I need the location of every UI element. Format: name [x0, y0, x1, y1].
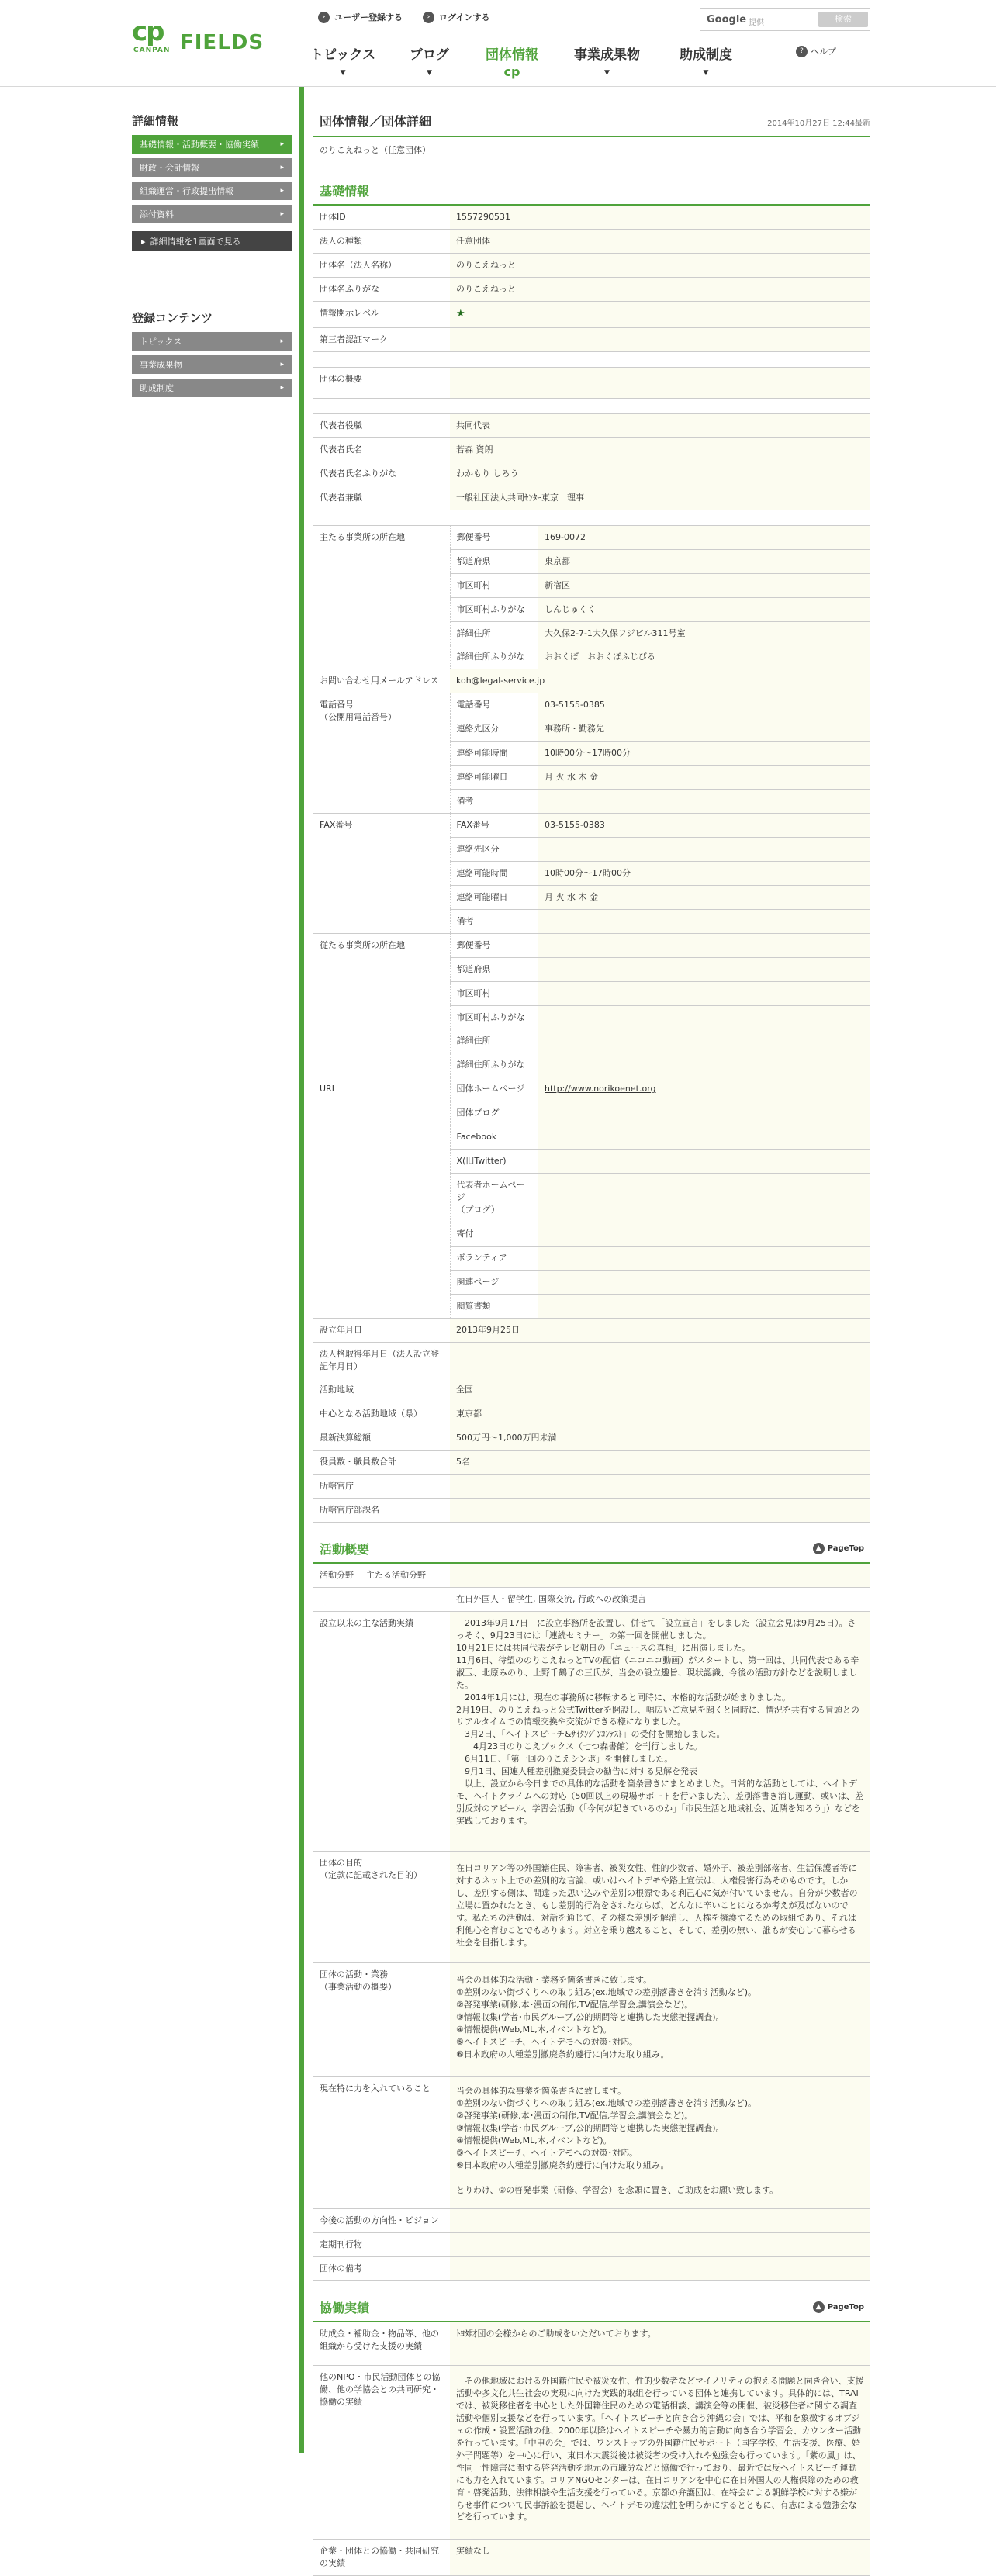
row-value: 10時00分～17時00分 — [538, 742, 870, 766]
row-subkey: Facebook — [450, 1125, 538, 1150]
arrow-up-icon: ▲ — [813, 2301, 825, 2313]
row-value — [450, 327, 870, 351]
row-value — [450, 1475, 870, 1499]
row-subkey: 連絡先区分 — [450, 717, 538, 742]
row-key: 定期刊行物 — [313, 2233, 450, 2257]
row-key: 活動分野 — [313, 1564, 360, 1587]
main-nav — [310, 43, 884, 82]
nav-label: 団体情報 — [486, 47, 538, 63]
nav-org-info[interactable] — [486, 43, 538, 79]
table-row — [313, 368, 870, 399]
register-label: ユーザー登録する — [334, 12, 403, 22]
row-value — [450, 2233, 870, 2257]
row-value — [450, 301, 870, 327]
section-title: 協働実績 — [320, 2301, 370, 2316]
row-value — [538, 1246, 870, 1270]
row-value: のりこえねっと — [450, 277, 870, 301]
section-collab — [313, 2298, 870, 2322]
row-value: 03-5155-0385 — [538, 693, 870, 717]
chevron-right-icon: ▸ — [280, 140, 284, 148]
search-input[interactable]: 提供 — [749, 19, 764, 27]
table-row — [313, 1402, 870, 1426]
row-subkey: 連絡可能曜日 — [450, 766, 538, 790]
row-subkey: 閲覧書類 — [450, 1294, 538, 1318]
table-row — [313, 2322, 870, 2365]
pagetop-label: PageTop — [827, 1544, 864, 1554]
row-subkey: 電話番号 — [450, 693, 538, 717]
logo-canpan-text: CANPAN — [133, 47, 171, 54]
row-key: 団体名（法人名称） — [313, 253, 450, 277]
row-subkey: 都道府県 — [450, 549, 538, 573]
view-all-label: 詳細情報を1画面で見る — [150, 237, 241, 247]
row-value: 共同代表 — [450, 414, 870, 437]
sidebar-item-deliverables[interactable] — [132, 355, 292, 374]
fax-table — [313, 814, 870, 934]
row-value: のりこえねっと — [450, 253, 870, 277]
activity-fields-value: 在日外国人・留学生, 国際交流, 行政への改策提言 — [450, 1588, 870, 1612]
row-subkey: 寄付 — [450, 1222, 538, 1246]
section-activity — [313, 1540, 870, 1564]
row-subkey: 市区町村ふりがな — [450, 1005, 538, 1029]
row-key: 現在特に力を入れていること — [313, 2077, 450, 2209]
row-subkey: 連絡先区分 — [450, 837, 538, 861]
sidebar-item-label: 財政・会計情報 — [140, 163, 199, 173]
help-link[interactable] — [796, 45, 836, 57]
row-key: 中心となる活動地域（県） — [313, 1402, 450, 1426]
arrow-up-icon: ▲ — [813, 1543, 825, 1554]
row-value: 若森 資朗 — [450, 437, 870, 462]
table-row — [313, 1612, 870, 1851]
email-value: koh@legal-service.jp — [450, 669, 870, 693]
row-value: 1557290531 — [450, 206, 870, 229]
row-key: 設立年月日 — [313, 1319, 450, 1342]
table-row — [313, 1475, 870, 1499]
row-value: わかもり しろう — [450, 462, 870, 486]
row-subkey: 詳細住所ふりがな — [450, 645, 538, 669]
table-row — [313, 1451, 870, 1475]
row-value — [538, 1101, 870, 1125]
nav-grants[interactable] — [680, 43, 732, 77]
row-value — [450, 2209, 870, 2232]
row-subkey: 備考 — [450, 790, 538, 814]
row-key: 団体の活動・業務 （事業活動の概要） — [313, 1963, 450, 2077]
help-label: ヘルプ — [811, 47, 836, 57]
row-subkey: 市区町村 — [450, 573, 538, 597]
sidebar-item-governance[interactable] — [132, 182, 292, 200]
row-value — [450, 1342, 870, 1378]
row-value: 500万円～1,000万円未満 — [450, 1426, 870, 1451]
row-key: 最新決算総額 — [313, 1426, 450, 1451]
table-row — [313, 1499, 870, 1523]
row-subkey: 連絡可能時間 — [450, 861, 538, 885]
row-subkey: 詳細住所 — [450, 1029, 538, 1053]
focus-value: 当会の具体的な事業を箇条書きに致します。 ①差別のない街づくりへの取り組み(ex.地域での差別落書きを消す活動など)。 ②啓発事業(研修,本･漫画の制作,TV配信,学習会,講演会など)。 ③情報収集(学者･市民グループ,公的期間等と連携した実態把握調査)。 ④情報提供(Web,ML,本,イベントなど)。 ⑤ヘイトスピーチ、ヘイトデモへの対策･対応。 ⑥日本政府の人種差別撤廃条約遵行に向けた取り組み。 とりわけ、②の啓発事業（研修、学習会）を念頭に置き、ご助成をお願い致します。 — [450, 2077, 870, 2209]
rep-table — [313, 414, 870, 510]
chevron-right-icon: ▸ — [280, 337, 284, 345]
table-row — [313, 486, 870, 510]
row-value — [538, 1294, 870, 1318]
row-group-key: FAX番号 — [313, 814, 450, 933]
row-subkey: X(旧Twitter) — [450, 1150, 538, 1174]
row-value — [538, 909, 870, 933]
star-icon: ★ — [456, 307, 465, 320]
table-row — [313, 1963, 870, 2077]
sidebar-item-label: 組織運営・行政提出情報 — [140, 186, 233, 196]
row-key: 活動地域 — [313, 1378, 450, 1402]
nav-label: 助成制度 — [680, 47, 732, 63]
sidebar-item-label: 助成制度 — [140, 383, 174, 393]
corp-collab-value: 実績なし — [450, 2540, 870, 2576]
google-logo: Google — [707, 14, 747, 26]
pagetop-link[interactable] — [813, 1543, 864, 1554]
table-row — [313, 814, 870, 837]
basic-table-1 — [313, 206, 870, 352]
business-value: 当会の具体的な活動・業務を箇条書きに致します。 ①差別のない街づくりへの取り組み(ex.地域での差別落書きを消す活動など)。 ②啓発事業(研修,本･漫画の制作,TV配信,学習会,講演会など)。 ③情報収集(学者･市民グループ,公的期間等と連携した実態把握調査)。 ④情報提供(Web,ML,本,イベントなど)。 ⑤ヘイトスピーチ、ヘイトデモへの対策･対応。 ⑥日本政府の人種差別撤廃条約遵行に向けた取り組み。 — [450, 1963, 870, 2077]
sidebar-item-attachments[interactable] — [132, 205, 292, 223]
row-value: 大久保2-7-1大久保フジビル311号室 — [538, 621, 870, 645]
row-value — [538, 1077, 870, 1101]
table-row — [313, 437, 870, 462]
row-value: しんじゅくく — [538, 597, 870, 621]
row-key: 情報開示レベル — [313, 301, 450, 327]
row-key: 代表者役職 — [313, 414, 450, 437]
row-value — [538, 790, 870, 814]
row-value: 2013年9月25日 — [450, 1319, 870, 1342]
row-value — [450, 2257, 870, 2281]
row-value — [538, 934, 870, 957]
spacer — [313, 510, 870, 526]
row-key: 役員数・職員数合計 — [313, 1451, 450, 1475]
row-subkey: 郵便番号 — [450, 526, 538, 549]
nav-label: トピックス — [310, 47, 376, 63]
logo-fields-text: FIELDS — [180, 31, 265, 54]
row-subkey: 関連ページ — [450, 1270, 538, 1294]
nav-blog[interactable] — [410, 43, 449, 77]
page-title: 団体情報／団体詳細 — [320, 114, 432, 129]
row-subkey: 団体ホームページ — [450, 1077, 538, 1101]
table-row — [313, 1077, 870, 1101]
row-key: 所轄官庁 — [313, 1475, 450, 1499]
activity-detail-table — [313, 1612, 870, 2210]
row-subkey: 連絡可能曜日 — [450, 885, 538, 909]
table-row — [313, 253, 870, 277]
nav-deliverables[interactable] — [574, 43, 640, 77]
row-key: 所轄官庁部課名 — [313, 1499, 450, 1523]
table-row — [313, 1319, 870, 1342]
row-subkey: 詳細住所ふりがな — [450, 1053, 538, 1077]
row-group-key: 電話番号 （公開用電話番号） — [313, 693, 450, 813]
row-key: 代表者氏名ふりがな — [313, 462, 450, 486]
table-row — [313, 206, 870, 229]
spacer — [313, 399, 870, 414]
sidebar-item-finance[interactable] — [132, 158, 292, 177]
row-key: 企業・団体との協働・共同研究の実績 — [313, 2540, 450, 2576]
arrow-circle-icon: › — [318, 12, 330, 23]
row-key: 団体の概要 — [313, 368, 450, 399]
table-row — [313, 2077, 870, 2209]
row-key: 代表者氏名 — [313, 437, 450, 462]
search-button[interactable]: 検索 — [818, 12, 868, 27]
google-search-box — [700, 8, 870, 31]
table-row — [313, 1588, 870, 1612]
row-subkey: FAX番号 — [450, 814, 538, 837]
table-row — [313, 2257, 870, 2281]
chevron-right-icon: ▸ — [141, 236, 146, 247]
table-row — [313, 934, 870, 957]
row-key: 今後の活動の方向性・ビジョン — [313, 2209, 450, 2232]
sidebar-item-label: 事業成果物 — [140, 360, 182, 370]
site-header — [0, 0, 996, 87]
table-row — [313, 669, 870, 693]
row-value: おおくぼ おおくぼふじびる — [538, 645, 870, 669]
table-row — [313, 229, 870, 253]
triangle-down-icon: ▼ — [427, 69, 432, 77]
history-value: 2013年9月17日 に設立事務所を設置し、併せて「設立宣言」をしました（設立会見は9月25日）。さっそく、9月23日には「連続セミナー」の第一回を開催しました。 10月21日には共同代表がテレビ朝日の「ニュースの真相」に出演しました。 11月6日、待望ののりこえねっとTVの配信（ニコニコ動画）がスタートし、第一回は、共同代表である辛淑玉、北原みのり、上野千鶴子の三氏が、当会の設立趣旨、現状認識、今後の活動方針などを説明しました。 2014年1月には、現在の事務所に移転すると同時に、本格的な活動が始まりました。 2月19日、のりこえねっと公式Twitterを開設し、幅広いご意見を聞くと同時に、情況を共有する冒頭とのリアルタイムでの情報交換や交流ができる様になりました。 3月2日、「ヘイトスピーチ&ｻｲﾀﾝｼﾞﾝｺﾝﾃｽﾄ」の受付を開始しました。 4月23日のりこえブックス（七つ森書館）を刊行しました。 6月11日、「第一回のりこえシンポ」を開催しました。 9月1日、国連人種差別撤廃委員会の勧告に対する見解を発表 以上、設立から今日までの具体的な活動を箇条書きにまとめました。日常的な活動としては、ヘイトデモ、ヘイトクライムへの対応（50回以上の現場サポートを行いました）、差別落書き消し運動、或いは、差別反対のアピール、学習会活動（「今何が起きているのか」「市民生活と地域社会、近隣を知ろう」）などを実践しております。 — [450, 1612, 870, 1851]
url-table — [313, 1077, 870, 1318]
row-value: 03-5155-0383 — [538, 814, 870, 837]
table-row — [313, 2233, 870, 2257]
collab-table — [313, 2322, 870, 2576]
nav-topics[interactable] — [310, 43, 375, 77]
row-value: 東京都 — [450, 1402, 870, 1426]
row-subkey: 詳細住所 — [450, 621, 538, 645]
canpan-fields-logo[interactable] — [132, 16, 279, 57]
row-value: 月 火 水 木 金 — [538, 885, 870, 909]
table-row — [313, 2209, 870, 2232]
chevron-right-icon: ▸ — [280, 187, 284, 195]
row-key: 団体の目的 （定款に記載された目的） — [313, 1851, 450, 1963]
pagetop-label: PageTop — [827, 2303, 864, 2312]
section-title: 活動概要 — [320, 1542, 370, 1558]
sidebar-title-contents: 登録コンテンツ — [132, 275, 292, 332]
row-value — [450, 368, 870, 399]
sidebar-item-basic[interactable] — [132, 135, 292, 154]
table-row — [313, 2540, 870, 2576]
overview-table — [313, 368, 870, 399]
row-key: 代表者兼職 — [313, 486, 450, 510]
triangle-down-icon: ▼ — [604, 69, 610, 77]
grant-value: ﾄﾖﾀ財団の会様からのご助成をいただいております。 — [450, 2322, 870, 2365]
row-value: 169-0072 — [538, 526, 870, 549]
table-row — [313, 301, 870, 327]
row-value — [450, 1564, 870, 1587]
row-key: 法人格取得年月日（法人設立登記年月日） — [313, 1342, 450, 1378]
table-row — [313, 1564, 870, 1587]
table-row — [313, 414, 870, 437]
email-table — [313, 669, 870, 693]
row-subkey: 郵便番号 — [450, 934, 538, 957]
row-group-key: URL — [313, 1077, 450, 1318]
purpose-value: 在日コリアン等の外国籍住民、障害者、被災女性、性的少数者、婚外子、被差別部落者、生活保護者等に対するネット上での差別的な言論、或いはヘイトデモや路上宣伝は、人権侵害行為そのものです。しかし、差別する側は、間違った思い込みや差別の根源である利己心に気が付いていません。自分が少数者の立場に置かれたとき、もし差別的行為をされたならば、どんなに辛いことになるか考えが及ばないのです。私たちの活動は、対話を通じて、その様な差別を解消し、人権を擁護するための取組であり、それは利他心を育むことでもあります。対立を乗り越えること、そして、差別の無い、誰もが安心して暮らせる社会を目指します。 — [450, 1851, 870, 1963]
row-key: 他のNPO・市民活動団体との協働、他の学協会との共同研究・協働の実績 — [313, 2366, 450, 2540]
org-name-line: のりこえねっと（任意団体） — [313, 137, 870, 164]
row-subkey: 連絡可能時間 — [450, 742, 538, 766]
row-value — [538, 1005, 870, 1029]
table-row — [313, 1851, 870, 1963]
row-value — [538, 1222, 870, 1246]
basic-table-2 — [313, 1319, 870, 1523]
row-subkey: 代表者ホームページ （ブログ） — [450, 1174, 538, 1222]
row-value: 一般社団法人共同ｾﾝﾀｰ東京 理事 — [450, 486, 870, 510]
row-group-key: 主たる事業所の所在地 — [313, 526, 450, 669]
sidebar — [132, 109, 292, 402]
row-subkey: ボランティア — [450, 1246, 538, 1270]
row-value: 事務所・勤務先 — [538, 717, 870, 742]
row-key: お問い合わせ用メールアドレス — [313, 669, 450, 693]
activity-extra-table — [313, 2209, 870, 2281]
sidebar-item-label: トピックス — [140, 337, 182, 347]
table-row — [313, 277, 870, 301]
triangle-down-icon: ▼ — [340, 69, 346, 77]
row-subkey: 団体ブログ — [450, 1101, 538, 1125]
row-value — [450, 1499, 870, 1523]
login-link[interactable] — [423, 11, 489, 23]
row-value — [538, 1174, 870, 1222]
row-subkey: 市区町村ふりがな — [450, 597, 538, 621]
table-row — [313, 1342, 870, 1378]
sidebar-item-label: 添付資料 — [140, 209, 174, 220]
last-updated: 2014年10月27日 12:44最新 — [767, 119, 870, 128]
chevron-right-icon: ▸ — [280, 384, 284, 392]
row-value — [538, 1125, 870, 1150]
row-key: 団体名ふりがな — [313, 277, 450, 301]
activity-table — [313, 1564, 870, 1612]
row-key: 団体の備考 — [313, 2257, 450, 2281]
table-row — [313, 693, 870, 717]
row-key: 法人の種類 — [313, 229, 450, 253]
nav-label: ブログ — [410, 47, 449, 63]
row-subkey: 備考 — [450, 909, 538, 933]
npo-collab-value: その他地域における外国籍住民や被災女性、性的少数者などマイノリティの抱える問題と向き合い、支援活動や多文化共生社会の実現に向けた実践的取組を行っている団体と連携しています。具体的には、TRAIでは、被災移住者を中心とした外国籍住民のための電話相談、講演会等の開催、被災移住者に関する調査活動や個別支援などを行っています。「ヘイトスピーチと向き合う沖縄の会」では、平和を象徴するオブジェの作成・設置活動の他、2000年以降はヘイトスピーチや暴力的言動に向き合う学習会、カウンター活動を行っています。「中申の会」では、ワンストップの外国籍住民サポート（国字学校、生活支援、医療、婚外子問題等）を中心に行い、東日本大震災後は被災者の受け入れや勉強会も行っています。「紫の風」は、性同一性障害に関する啓発活動を地元の市職労などと協働で行っており、最近では反ヘイトスピーチ運動にも力を入れています。コリアNGOセンターは、在日コリアンを中心に在日外国人の人権保障のための教育・啓発活動、法律相談や生活支援を行っている。京都の弁護団は、在特会による朝鮮学校に対する嫌がらせ事件について民事訴訟を提起し、ヘイトデモの違法性を明らかにするとともに、有志による勉強会などを行っています。 — [450, 2366, 870, 2540]
question-icon: ? — [796, 46, 808, 57]
view-all-button[interactable] — [132, 231, 292, 251]
section-title: 基礎情報 — [320, 184, 370, 199]
row-value: 新宿区 — [538, 573, 870, 597]
row-value: 東京都 — [538, 549, 870, 573]
row-key — [313, 1588, 450, 1612]
content-divider — [299, 87, 304, 2453]
row-value: 任意団体 — [450, 229, 870, 253]
row-value: 月 火 水 木 金 — [538, 766, 870, 790]
table-row — [313, 462, 870, 486]
chevron-right-icon: ▸ — [280, 361, 284, 368]
row-key: 団体ID — [313, 206, 450, 229]
row-key: 助成金・補助金・物品等、他の組織から受けた支援の実績 — [313, 2322, 450, 2365]
row-value — [538, 1270, 870, 1294]
triangle-down-icon: ▼ — [703, 69, 709, 77]
office-table — [313, 526, 870, 670]
table-row — [313, 1378, 870, 1402]
chevron-right-icon: ▸ — [280, 210, 284, 218]
register-link[interactable] — [318, 11, 403, 23]
spacer — [313, 352, 870, 368]
table-row — [313, 327, 870, 351]
arrow-circle-icon: › — [423, 12, 434, 23]
nav-label: 事業成果物 — [574, 47, 640, 63]
row-group-key: 従たる事業所の所在地 — [313, 934, 450, 1077]
row-value — [538, 1029, 870, 1053]
sub-office-table — [313, 934, 870, 1078]
row-value — [538, 957, 870, 981]
row-subkey: 都道府県 — [450, 957, 538, 981]
row-key: 設立以来の主な活動実績 — [313, 1612, 450, 1851]
table-row — [313, 526, 870, 549]
row-value: 全国 — [450, 1378, 870, 1402]
row-key: 第三者認証マーク — [313, 327, 450, 351]
sidebar-title: 詳細情報 — [132, 114, 179, 128]
tel-table — [313, 693, 870, 814]
table-row — [313, 1426, 870, 1451]
sidebar-item-label: 基礎情報・活動概要・協働実績 — [140, 140, 259, 150]
pagetop-link[interactable] — [813, 2301, 864, 2313]
sidebar-item-topics[interactable] — [132, 332, 292, 351]
row-value: 5名 — [450, 1451, 870, 1475]
row-subkey: 市区町村 — [450, 981, 538, 1005]
login-label: ログインする — [439, 12, 490, 22]
logo-cp-mark: cp — [132, 16, 164, 47]
sidebar-item-grants[interactable] — [132, 379, 292, 397]
row-value — [538, 837, 870, 861]
row-value — [538, 1053, 870, 1077]
section-basic — [313, 182, 870, 206]
homepage-link[interactable]: http://www.norikoenet.org — [545, 1084, 656, 1094]
row-value — [538, 981, 870, 1005]
chevron-right-icon: ▸ — [280, 164, 284, 171]
main-content — [313, 109, 870, 2576]
cp-active-icon: cp — [503, 64, 520, 79]
row-subkey: 主たる活動分野 — [360, 1564, 450, 1587]
row-value — [538, 1150, 870, 1174]
row-value: 10時00分～17時00分 — [538, 861, 870, 885]
